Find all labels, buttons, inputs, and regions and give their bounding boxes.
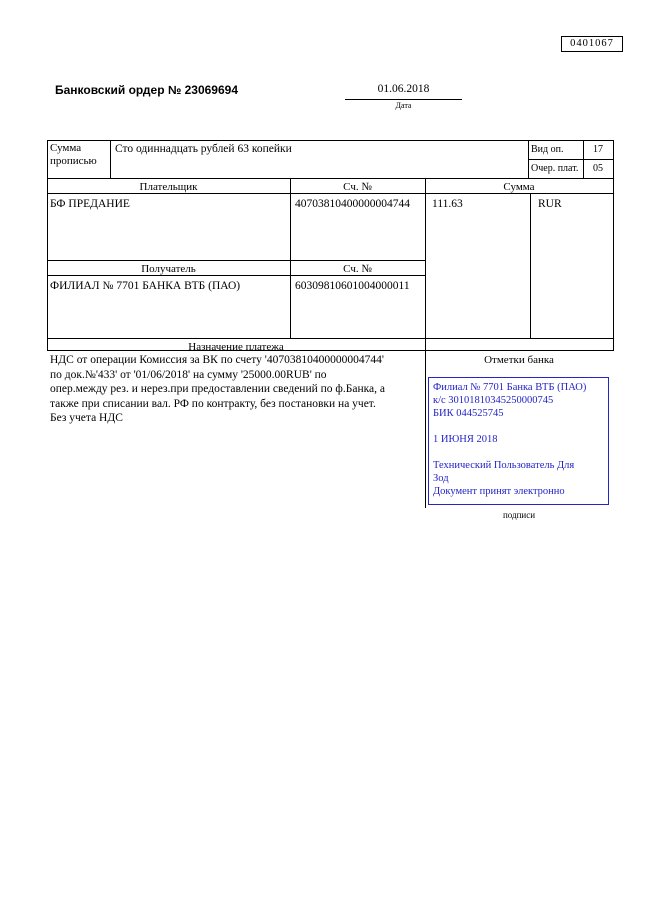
purpose-line: опер.между рез. и нерез.при предоставлении сведений по ф.Банка, а	[50, 383, 385, 395]
stamp-line: Филиал № 7701 Банка ВТБ (ПАО)	[433, 382, 587, 393]
payer-account-header: Сч. №	[343, 181, 372, 193]
amount-value: 111.63	[432, 198, 463, 210]
purpose-line: Без учета НДС	[50, 412, 123, 424]
recipient-account-header: Сч. №	[343, 263, 372, 275]
stamp-line: БИК 044525745	[433, 408, 504, 419]
recipient-header: Получатель	[141, 263, 196, 275]
purpose-line: также при списании вал. РФ по контракту, без постановки на учет.	[50, 397, 376, 410]
amount-header: Сумма	[503, 181, 535, 193]
border-line	[290, 178, 291, 338]
border-line	[613, 140, 614, 350]
bank-marks-header: Отметки банка	[484, 354, 554, 366]
border-line	[110, 140, 111, 178]
stamp-line: Зод	[433, 473, 449, 484]
border-line	[47, 338, 614, 339]
payment-priority-label: Очер. плат.	[531, 163, 579, 174]
purpose-line: НДС от операции Комиссия за ВК по счету '40703810400000004744'	[50, 354, 384, 366]
purpose-text	[50, 353, 424, 426]
date-value: 01.06.2018	[377, 83, 430, 95]
border-line	[425, 178, 426, 508]
payer-account: 40703810400000004744	[295, 198, 410, 210]
operation-type-value: 17	[593, 144, 603, 155]
border-line	[47, 260, 426, 261]
document-title: Банковский ордер № 23069694	[55, 83, 238, 97]
border-line	[47, 178, 614, 179]
bank-stamp	[428, 377, 609, 505]
purpose-header: Назначение платежа	[188, 341, 284, 353]
operation-type-label: Вид оп.	[531, 144, 564, 155]
stamp-line: 1 ИЮНЯ 2018	[433, 434, 498, 445]
purpose-line: по док.№'433' от '01/06/2018' на сумму '25000.00RUB' по	[50, 368, 327, 381]
recipient-account: 60309810601004000011	[295, 280, 410, 292]
stamp-line: Технический Пользователь Для	[433, 460, 575, 471]
payment-priority-value: 05	[593, 163, 603, 174]
border-line	[47, 140, 48, 350]
stamp-line	[433, 446, 604, 459]
amount-in-words-label: Сумма прописью	[50, 142, 97, 167]
signatures-label: подписи	[502, 510, 536, 520]
border-line	[528, 159, 614, 160]
stamp-line: к/с 30101810345250000745	[433, 395, 554, 406]
payer-name: БФ ПРЕДАНИЕ	[50, 198, 130, 210]
stamp-line	[433, 420, 604, 433]
payer-header: Плательщик	[139, 181, 198, 193]
border-line	[528, 140, 529, 178]
stamp-line: Документ принят электронно	[433, 486, 565, 497]
amount-currency: RUR	[538, 198, 562, 210]
border-line	[530, 193, 531, 338]
amount-in-words-value: Сто одиннадцать рублей 63 копейки	[115, 143, 292, 155]
date-underline	[345, 99, 462, 100]
form-code-box: 0401067	[561, 36, 623, 52]
recipient-name: ФИЛИАЛ № 7701 БАНКА ВТБ (ПАО)	[50, 280, 241, 292]
date-label: Дата	[395, 101, 412, 110]
